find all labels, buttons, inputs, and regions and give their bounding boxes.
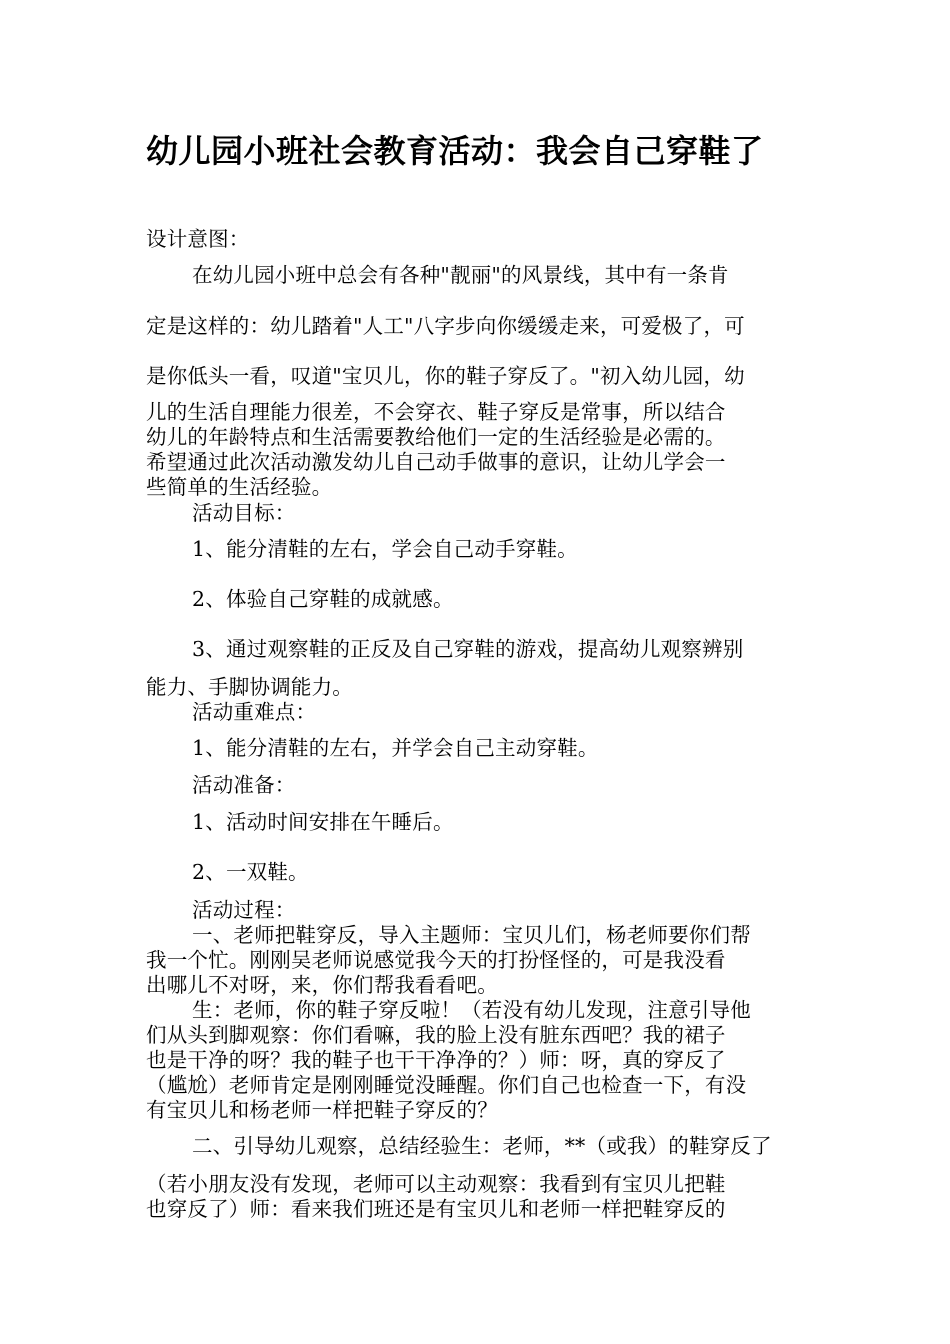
document-title: 幼儿园小班社会教育活动：我会自己穿鞋了	[146, 132, 764, 170]
paragraph-line: （若小朋友没有发现，老师可以主动观察：我看到有宝贝儿把鞋	[146, 1172, 726, 1196]
paragraph-line: 一、老师把鞋穿反，导入主题师：宝贝儿们，杨老师要你们帮	[192, 923, 751, 947]
objective-item: 2、体验自己穿鞋的成就感。	[192, 587, 454, 611]
paragraph-line: 是你低头一看，叹道"宝贝儿，你的鞋子穿反了。"初入幼儿园，幼	[146, 364, 745, 388]
paragraph-line: 幼儿的年龄特点和生活需要教给他们一定的生活经验是必需的。	[146, 425, 726, 449]
paragraph-line: 也是干净的呀？我的鞋子也干干净净的？）师：呀，真的穿反了	[146, 1048, 726, 1072]
paragraph-line: 也穿反了）师：看来我们班还是有宝贝儿和老师一样把鞋穿反的	[146, 1197, 726, 1221]
section-heading-process: 活动过程：	[192, 898, 296, 922]
paragraph-line: 有宝贝儿和杨老师一样把鞋子穿反的？	[146, 1098, 498, 1122]
objective-item: 3、通过观察鞋的正反及自己穿鞋的游戏，提高幼儿观察辨别	[192, 637, 744, 661]
paragraph-line: 在幼儿园小班中总会有各种"靓丽"的风景线，其中有一条肯	[192, 263, 729, 287]
paragraph-line: 们从头到脚观察：你们看嘛，我的脸上没有脏东西吧？我的裙子	[146, 1023, 726, 1047]
paragraph-line: 儿的生活自理能力很差，不会穿衣、鞋子穿反是常事，所以结合	[146, 400, 726, 424]
section-heading-objectives: 活动目标：	[192, 501, 296, 525]
preparation-item: 1、活动时间安排在午睡后。	[192, 810, 454, 834]
paragraph-line: 定是这样的：幼儿踏着"人工"八字步向你缓缓走来，可爱极了，可	[146, 314, 745, 338]
section-heading-key-points: 活动重难点：	[192, 700, 317, 724]
section-heading-preparation: 活动准备：	[192, 773, 296, 797]
objective-item: 1、能分清鞋的左右，学会自己动手穿鞋。	[192, 537, 578, 561]
key-point-item: 1、能分清鞋的左右，并学会自己主动穿鞋。	[192, 736, 599, 760]
paragraph-line: 出哪儿不对呀，来，你们帮我看看吧。	[146, 973, 498, 997]
paragraph-line: 些简单的生活经验。	[146, 475, 333, 499]
paragraph-line: 生：老师，你的鞋子穿反啦！（若没有幼儿发现，注意引导他	[192, 998, 751, 1022]
paragraph-line: 二、引导幼儿观察，总结经验生：老师，**（或我）的鞋穿反了	[192, 1134, 772, 1158]
paragraph-line: 希望通过此次活动激发幼儿自己动手做事的意识，让幼儿学会一	[146, 450, 726, 474]
paragraph-line: （尴尬）老师肯定是刚刚睡觉没睡醒。你们自己也检查一下，有没	[146, 1073, 747, 1097]
preparation-item: 2、一双鞋。	[192, 860, 309, 884]
paragraph-line: 我一个忙。刚刚吴老师说感觉我今天的打扮怪怪的，可是我没看	[146, 948, 726, 972]
section-heading-design-intent: 设计意图：	[146, 227, 250, 251]
objective-item-continued: 能力、手脚协调能力。	[146, 675, 353, 699]
